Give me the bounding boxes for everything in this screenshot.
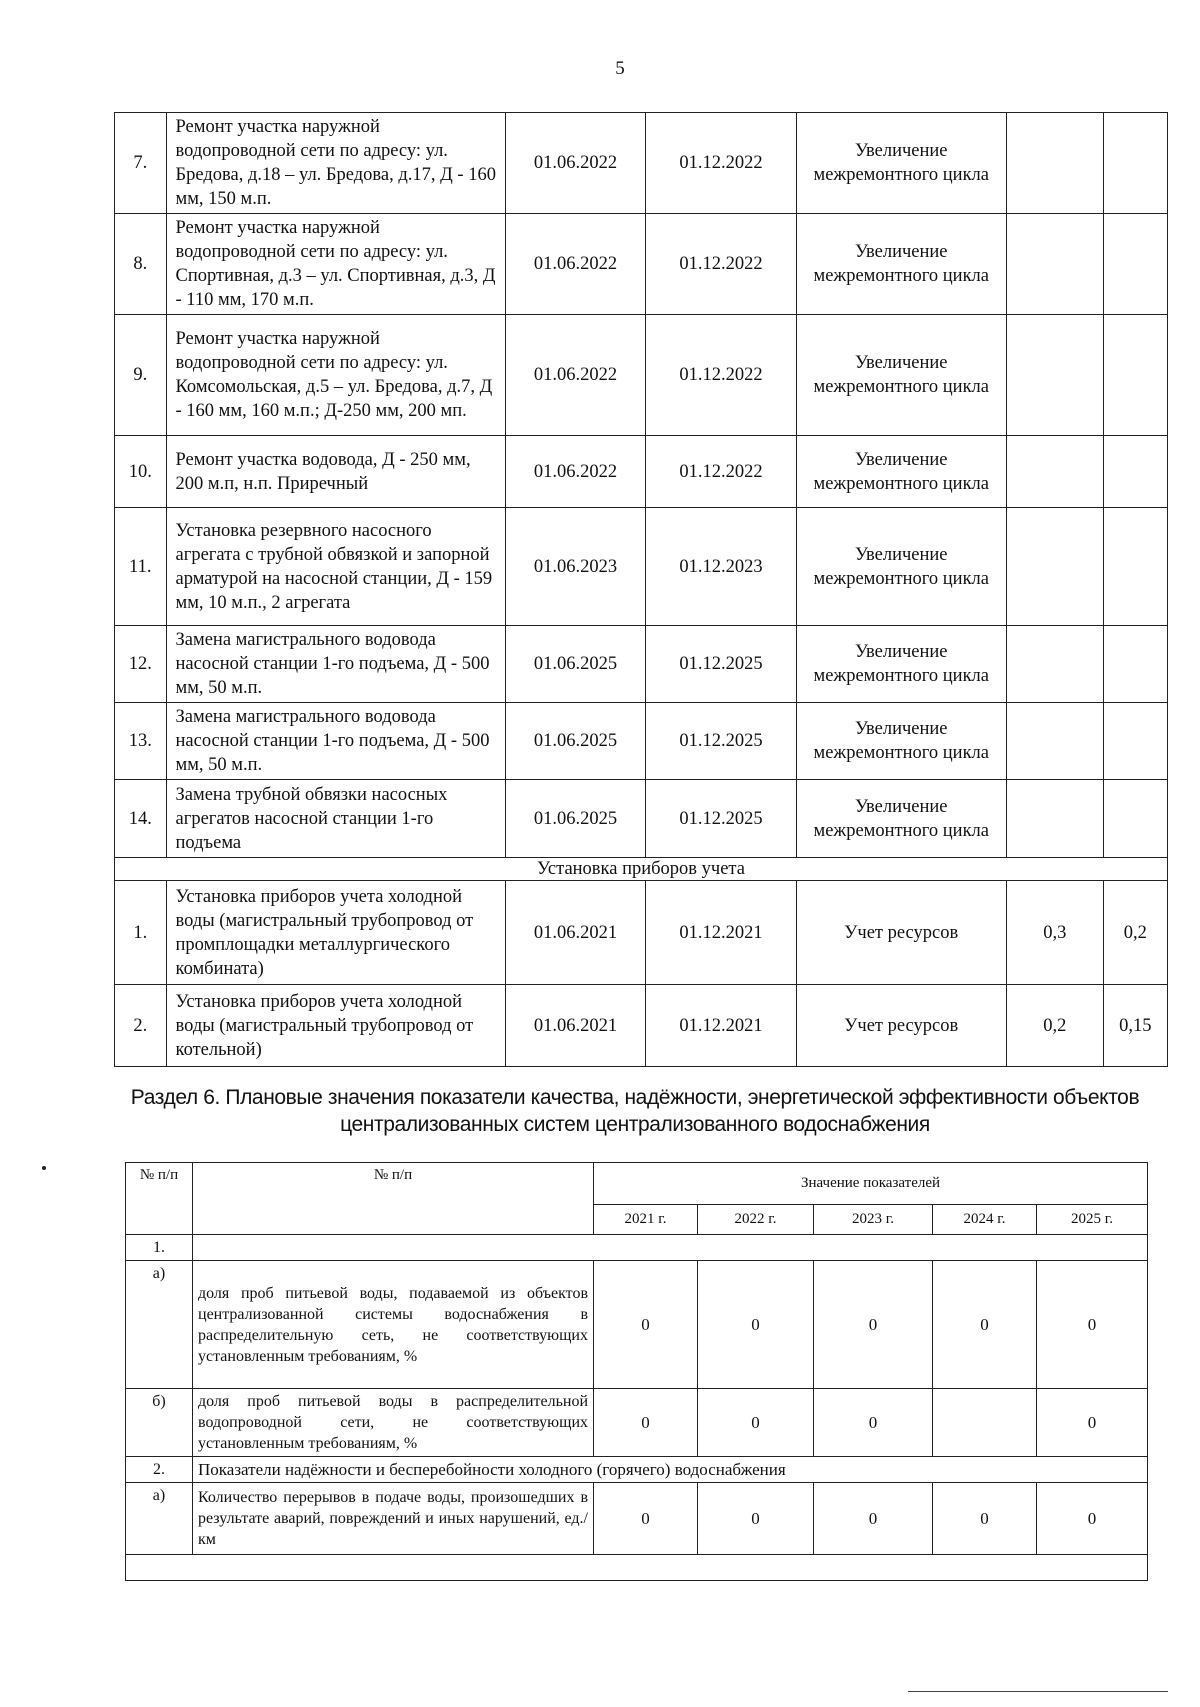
table-row [115, 703, 1168, 780]
expected-result: Увеличение межремонтного цикла [796, 214, 1006, 315]
value-cell [1103, 214, 1167, 315]
indicator-value: 0 [1037, 1389, 1148, 1457]
work-description: Ремонт участка наружной водопроводной сети по адресу: ул. Бредова, д.18 – ул. Бредова, д.17, Д - 160 мм, 150 м.п. [166, 113, 505, 214]
row-number: 8. [115, 214, 167, 315]
row-number: 1. [115, 881, 167, 985]
work-description: Ремонт участка наружной водопроводной сети по адресу: ул. Спортивная, д.3 – ул. Спортивная, д.3, Д - 110 мм, 170 м.п. [166, 214, 505, 315]
table-row [115, 214, 1168, 315]
indicator-text: доля проб питьевой воды, подаваемой из объектов централизованной системы водоснабжения в распределительную сеть, не соответствующих установленным требованиям, % [193, 1261, 594, 1389]
group-number: 1. [126, 1235, 193, 1261]
start-date: 01.06.2022 [505, 315, 646, 436]
indicators-table [125, 1162, 1148, 1581]
expected-result: Увеличение межремонтного цикла [796, 436, 1006, 508]
start-date: 01.06.2021 [505, 881, 646, 985]
row-number: 9. [115, 315, 167, 436]
group-title: Показатели надёжности и бесперебойности холодного (горячего) водоснабжения [193, 1457, 1148, 1483]
group-row [126, 1457, 1148, 1483]
column-header-values: Значение показателей [594, 1163, 1148, 1205]
indicator-value: 0 [698, 1261, 814, 1389]
end-date: 01.12.2021 [646, 881, 796, 985]
table-row [115, 985, 1168, 1067]
row-number: 7. [115, 113, 167, 214]
value-cell [1006, 508, 1103, 626]
value-cell [1103, 436, 1167, 508]
end-date: 01.12.2025 [646, 703, 796, 780]
value-cell: 0,2 [1006, 985, 1103, 1067]
row-number: 2. [115, 985, 167, 1067]
indicator-value: 0 [814, 1389, 933, 1457]
table-row [115, 436, 1168, 508]
table-row [115, 508, 1168, 626]
value-cell [1006, 113, 1103, 214]
row-number: 11. [115, 508, 167, 626]
expected-result: Учет ресурсов [796, 881, 1006, 985]
work-description: Ремонт участка наружной водопроводной сети по адресу: ул. Комсомольская, д.5 – ул. Бредова, д.7, Д - 160 мм, 160 м.п.; Д-250 мм, 200 мп. [166, 315, 505, 436]
indicator-value: 0 [594, 1389, 698, 1457]
indicator-value [933, 1389, 1037, 1457]
indicator-value: 0 [933, 1261, 1037, 1389]
row-number: 13. [115, 703, 167, 780]
work-description: Замена трубной обвязки насосных агрегатов насосной станции 1-го подъема [166, 780, 505, 858]
work-description: Замена магистрального водовода насосной станции 1-го подъема, Д - 500 мм, 50 м.п. [166, 703, 505, 780]
end-date: 01.12.2023 [646, 508, 796, 626]
value-cell [1006, 436, 1103, 508]
page-number: 5 [615, 58, 625, 79]
work-description: Установка резервного насосного агрегата с трубной обвязкой и запорной арматурой на насосной станции, Д - 159 мм, 10 м.п., 2 агрегата [166, 508, 505, 626]
year-header: 2022 г. [698, 1205, 814, 1235]
indicator-value: 0 [594, 1483, 698, 1555]
value-cell [1006, 626, 1103, 703]
value-cell [1103, 113, 1167, 214]
value-cell [1103, 626, 1167, 703]
indicator-label: а) [126, 1483, 193, 1555]
indicator-value: 0 [698, 1389, 814, 1457]
end-date: 01.12.2022 [646, 214, 796, 315]
start-date: 01.06.2025 [505, 626, 646, 703]
indicator-value: 0 [933, 1483, 1037, 1555]
indicator-value: 0 [1037, 1261, 1148, 1389]
table-row [115, 780, 1168, 858]
year-header: 2024 г. [933, 1205, 1037, 1235]
empty-cell [126, 1555, 1148, 1581]
value-cell [1103, 508, 1167, 626]
row-number: 10. [115, 436, 167, 508]
scan-mark [42, 1166, 46, 1170]
indicator-value: 0 [814, 1261, 933, 1389]
section-6-heading [130, 1084, 1140, 1138]
value-cell [1006, 315, 1103, 436]
expected-result: Увеличение межремонтного цикла [796, 780, 1006, 858]
section-6-heading-line-1: Раздел 6. Плановые значения показатели качества, надёжности, энергетической эффективности объектов [130, 1086, 1140, 1109]
footer-rule [908, 1691, 1168, 1692]
value-cell: 0,15 [1103, 985, 1167, 1067]
start-date: 01.06.2022 [505, 214, 646, 315]
expected-result: Увеличение межремонтного цикла [796, 113, 1006, 214]
value-cell [1006, 780, 1103, 858]
year-header: 2025 г. [1037, 1205, 1148, 1235]
end-date: 01.12.2022 [646, 315, 796, 436]
column-header-number: № п/п [126, 1163, 193, 1235]
indicator-label: б) [126, 1389, 193, 1457]
work-description: Установка приборов учета холодной воды (магистральный трубопровод от промплощадки металлургического комбината) [166, 881, 505, 985]
end-date: 01.12.2025 [646, 626, 796, 703]
end-date: 01.12.2021 [646, 985, 796, 1067]
table-row [115, 881, 1168, 985]
empty-row [126, 1555, 1148, 1581]
indicator-value: 0 [594, 1261, 698, 1389]
indicator-value: 0 [814, 1483, 933, 1555]
indicator-text: доля проб питьевой воды в распределительной водопроводной сети, не соответствующих установленным требованиям, % [193, 1389, 594, 1457]
end-date: 01.12.2025 [646, 780, 796, 858]
column-header-name: № п/п [193, 1163, 594, 1235]
group-title [193, 1235, 1148, 1261]
value-cell: 0,3 [1006, 881, 1103, 985]
indicator-value: 0 [1037, 1483, 1148, 1555]
expected-result: Увеличение межремонтного цикла [796, 626, 1006, 703]
header-row [126, 1163, 1148, 1205]
end-date: 01.12.2022 [646, 113, 796, 214]
value-cell [1006, 214, 1103, 315]
start-date: 01.06.2023 [505, 508, 646, 626]
table-row [115, 315, 1168, 436]
indicator-text: Количество перерывов в подаче воды, произошедших в результате аварий, повреждений и иных нарушений, ед./км [193, 1483, 594, 1555]
work-description: Замена магистрального водовода насосной станции 1-го подъема, Д - 500 мм, 50 м.п. [166, 626, 505, 703]
start-date: 01.06.2025 [505, 780, 646, 858]
value-cell [1006, 703, 1103, 780]
start-date: 01.06.2025 [505, 703, 646, 780]
value-cell [1103, 315, 1167, 436]
expected-result: Увеличение межремонтного цикла [796, 703, 1006, 780]
indicator-row [126, 1389, 1148, 1457]
year-header: 2021 г. [594, 1205, 698, 1235]
start-date: 01.06.2022 [505, 436, 646, 508]
investment-plan-table [114, 112, 1168, 1067]
group-number: 2. [126, 1457, 193, 1483]
work-description: Установка приборов учета холодной воды (магистральный трубопровод от котельной) [166, 985, 505, 1067]
expected-result: Увеличение межремонтного цикла [796, 508, 1006, 626]
table-row [115, 113, 1168, 214]
table-row [115, 626, 1168, 703]
indicator-label: а) [126, 1261, 193, 1389]
value-cell [1103, 703, 1167, 780]
work-description: Ремонт участка водовода, Д - 250 мм, 200 м.п, н.п. Приречный [166, 436, 505, 508]
start-date: 01.06.2022 [505, 113, 646, 214]
end-date: 01.12.2022 [646, 436, 796, 508]
indicator-row [126, 1261, 1148, 1389]
expected-result: Увеличение межремонтного цикла [796, 315, 1006, 436]
section-title: Установка приборов учета [115, 858, 1168, 881]
value-cell: 0,2 [1103, 881, 1167, 985]
year-header: 2023 г. [814, 1205, 933, 1235]
group-row [126, 1235, 1148, 1261]
expected-result: Учет ресурсов [796, 985, 1006, 1067]
section-6-heading-line-2: централизованных систем централизованного водоснабжения [340, 1113, 930, 1136]
start-date: 01.06.2021 [505, 985, 646, 1067]
indicator-row [126, 1483, 1148, 1555]
value-cell [1103, 780, 1167, 858]
indicator-value: 0 [698, 1483, 814, 1555]
row-number: 12. [115, 626, 167, 703]
row-number: 14. [115, 780, 167, 858]
section-row [115, 858, 1168, 881]
